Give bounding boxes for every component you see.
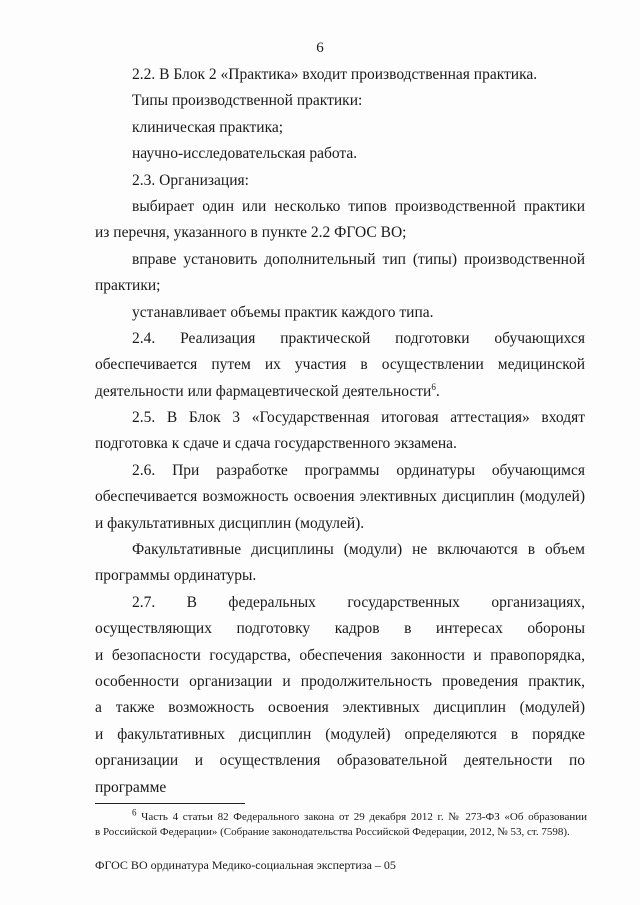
body-line-text: клиническая практика; [132,118,284,136]
footnote-text-1: Часть 4 статьи 82 Федерального закона от 29 декабря 2012 г. № 273-ФЗ «Об образовании [136,811,587,823]
footnote-line-1 [95,807,587,825]
body-line-text: осуществляющих подготовку кадров в интересах обороны [95,620,585,638]
footnote-mark: 6 [132,807,137,818]
page-number: 6 [316,40,324,56]
body-line-text: организации и осуществления образовательной деятельности по программе [95,752,585,796]
body-line-text: Факультативные дисциплины (модули) не включаются в объем [132,541,585,559]
body-line-text: программы ординатуры. [95,567,257,585]
body-line [95,537,585,563]
body-line [95,194,585,220]
body-line [95,379,585,405]
body-line-text: 2.7. В федеральных государственных организациях, [132,593,585,611]
body-line [95,563,585,589]
body-line [95,669,585,695]
body-line-text: а также возможность освоения элективных дисциплин (модулей) [95,699,585,717]
body-text [95,62,585,796]
body-line-text: 2.6. При разработке программы ординатуры обучающимся [132,461,585,479]
body-line [95,220,585,246]
body-line-text: Типы производственной практики: [132,92,363,110]
body-line-text: научно-исследовательская работа. [132,145,358,163]
footnote [95,807,587,840]
body-line-text: особенности организации и продолжительность проведения практик, [95,672,585,690]
body-line [95,484,585,510]
body-line-text: и факультативных дисциплин (модулей). [95,514,365,532]
body-line-text: выбирает один или несколько типов производственной практики [132,197,585,215]
body-line [95,616,585,642]
body-line-text: практики; [95,277,161,295]
body-line [95,643,585,669]
body-line-text: 2.5. В Блок 3 «Государственная итоговая аттестация» входят [132,409,585,427]
body-line-text: и безопасности государства, обеспечения законности и правопорядка, [95,646,585,664]
body-line-suffix: . [435,382,440,400]
body-line [95,511,585,537]
body-line [95,88,585,114]
body-line [95,168,585,194]
body-line-text: устанавливает объемы практик каждого типа. [132,303,434,321]
body-line [95,458,585,484]
body-line [95,141,585,167]
body-line [95,115,585,141]
body-line [95,273,585,299]
body-line-text: 2.2. В Блок 2 «Практика» входит производственная практика. [132,66,538,83]
body-line [95,695,585,721]
page-footer: ФГОС ВО ординатура Медико-социальная экспертиза – 05 [95,858,396,872]
body-line-text: 2.4. Реализация практической подготовки обучающихся [132,329,585,347]
body-line [95,300,585,326]
footnote-reference: 6 [431,381,436,392]
body-line-text: из перечня, указанного в пункте 2.2 ФГОС ВО; [95,224,407,242]
body-line-text: деятельности или фармацевтической деятельности [95,382,432,400]
body-line-text: 2.3. Организация: [132,171,249,189]
body-line-text: и факультативных дисциплин (модулей) определяются в порядке [95,725,585,743]
body-line-text: обеспечивается возможность освоения элективных дисциплин (модулей) [95,488,585,506]
footnote-line-2: в Российской Федерации» (Собрание законодательства Российской Федерации, 2012, № 53, ст. 7598). [95,826,570,838]
body-line [95,722,585,748]
body-line-text: обеспечивается путем их участия в осуществлении медицинской [95,356,585,374]
body-line-text: подготовка к сдаче и сдача государственного экзамена. [95,435,457,453]
body-line [95,431,585,457]
body-line [95,247,585,273]
body-line [95,405,585,431]
body-line [95,748,585,796]
body-line [95,590,585,616]
footnote-divider [95,803,245,804]
body-line [95,62,585,88]
body-line [95,326,585,352]
body-line-text: вправе установить дополнительный тип (типы) производственной [132,250,585,268]
body-line [95,352,585,378]
